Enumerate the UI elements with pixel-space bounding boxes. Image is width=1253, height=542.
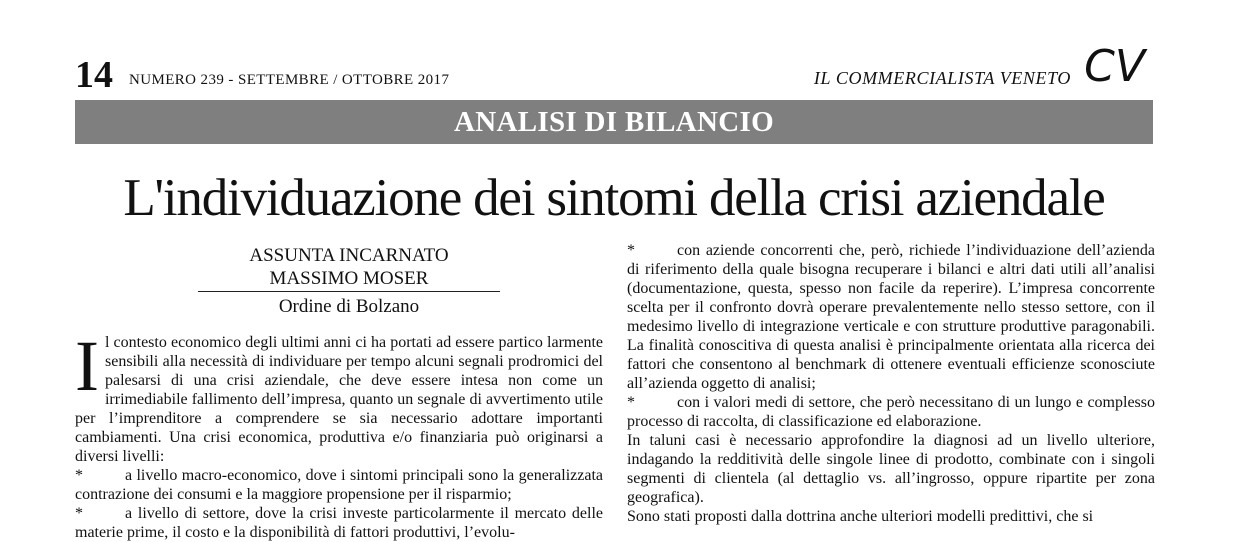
body-paragraph: Sono stati proposti dalla dottrina anche ulteriori modelli predittivi, che si xyxy=(627,508,1094,525)
issue-line: NUMERO 239 - SETTEMBRE / OTTOBRE 2017 xyxy=(129,72,450,88)
author-affiliation: Ordine di Bolzano xyxy=(278,296,420,317)
left-column xyxy=(75,326,603,542)
page-number: 14 xyxy=(75,54,113,96)
intro-text: l contesto economico degli ultimi anni ci ha portati ad essere partico larmente sensibili alla necessità di individuare per tempo alcuni segnali prodromici del palesarsi di una crisi aziendale, che deve essere intesa non come un irrimediabile fallimento dell’impresa, quanto un segnale di avvertimento utile per l’imprenditore a comprendere se sia necessario adottare importanti cambiamenti. Una crisi economica, produttiva e/o finanziaria può originarsi a diversi livelli: xyxy=(75,334,603,465)
author-1: ASSUNTA INCARNATO xyxy=(249,245,449,266)
bullet-mark: * xyxy=(627,242,635,259)
bullet-mark: * xyxy=(627,394,635,411)
dropcap: I xyxy=(75,326,99,406)
list-item-text: a livello di settore, dove la crisi investe particolarmente il mercato delle materie prime, il costo e la disponibilità di fattori produttivi, l’evolu- xyxy=(75,505,603,541)
bullet-mark: * xyxy=(75,505,83,522)
magazine-name: IL COMMERCIALISTA VENETO xyxy=(813,68,1071,88)
author-2: MASSIMO MOSER xyxy=(198,267,500,292)
list-item xyxy=(75,466,603,504)
list-item xyxy=(75,504,603,542)
author-block xyxy=(198,244,500,318)
list-item xyxy=(627,241,1155,393)
magazine-logo: CV xyxy=(1084,41,1145,92)
article-title: L'individuazione dei sintomi della crisi aziendale xyxy=(123,169,1105,227)
page-header xyxy=(75,41,1153,96)
body-paragraph: In taluni casi è necessario approfondire la diagnosi ad un livello ulteriore, indagando la redditività delle singole linee di prodotto, combinate con i singoli segmenti di clientela (al dettaglio vs. all’ingrosso, oppure ripartite per zona geografica). xyxy=(627,432,1155,506)
section-band: ANALISI DI BILANCIO xyxy=(75,100,1153,144)
right-column xyxy=(627,241,1155,526)
intro-paragraph xyxy=(75,326,603,466)
list-item-text: con aziende concorrenti che, però, richiede l’individuazione dell’azienda di riferimento della quale bisogna recuperare i bilanci e altri dati utili all’analisi (documentazione, questa, spesso non facile da reperire). L’impresa concorrente scelta per il confronto dovrà operare prevalentemente nello stesso settore, con il medesimo livello di integrazione verticale e con strutture produttive paragonabili. La finalità conoscitiva di questa analisi è principalmente orientata alla ricerca dei fattori che consentono al benchmark di ottenere eventuali efficienze sconosciute all’azienda oggetto di analisi; xyxy=(627,242,1155,392)
list-item-text: con i valori medi di settore, che però necessitano di un lungo e complesso processo di raccolta, di classificazione ed elaborazione. xyxy=(627,394,1155,430)
list-item xyxy=(627,393,1155,431)
bullet-mark: * xyxy=(75,467,83,484)
list-item-text: a livello macro-economico, dove i sintomi principali sono la generalizzata contrazione dei consumi e la maggiore propensione per il risparmio; xyxy=(75,467,603,503)
